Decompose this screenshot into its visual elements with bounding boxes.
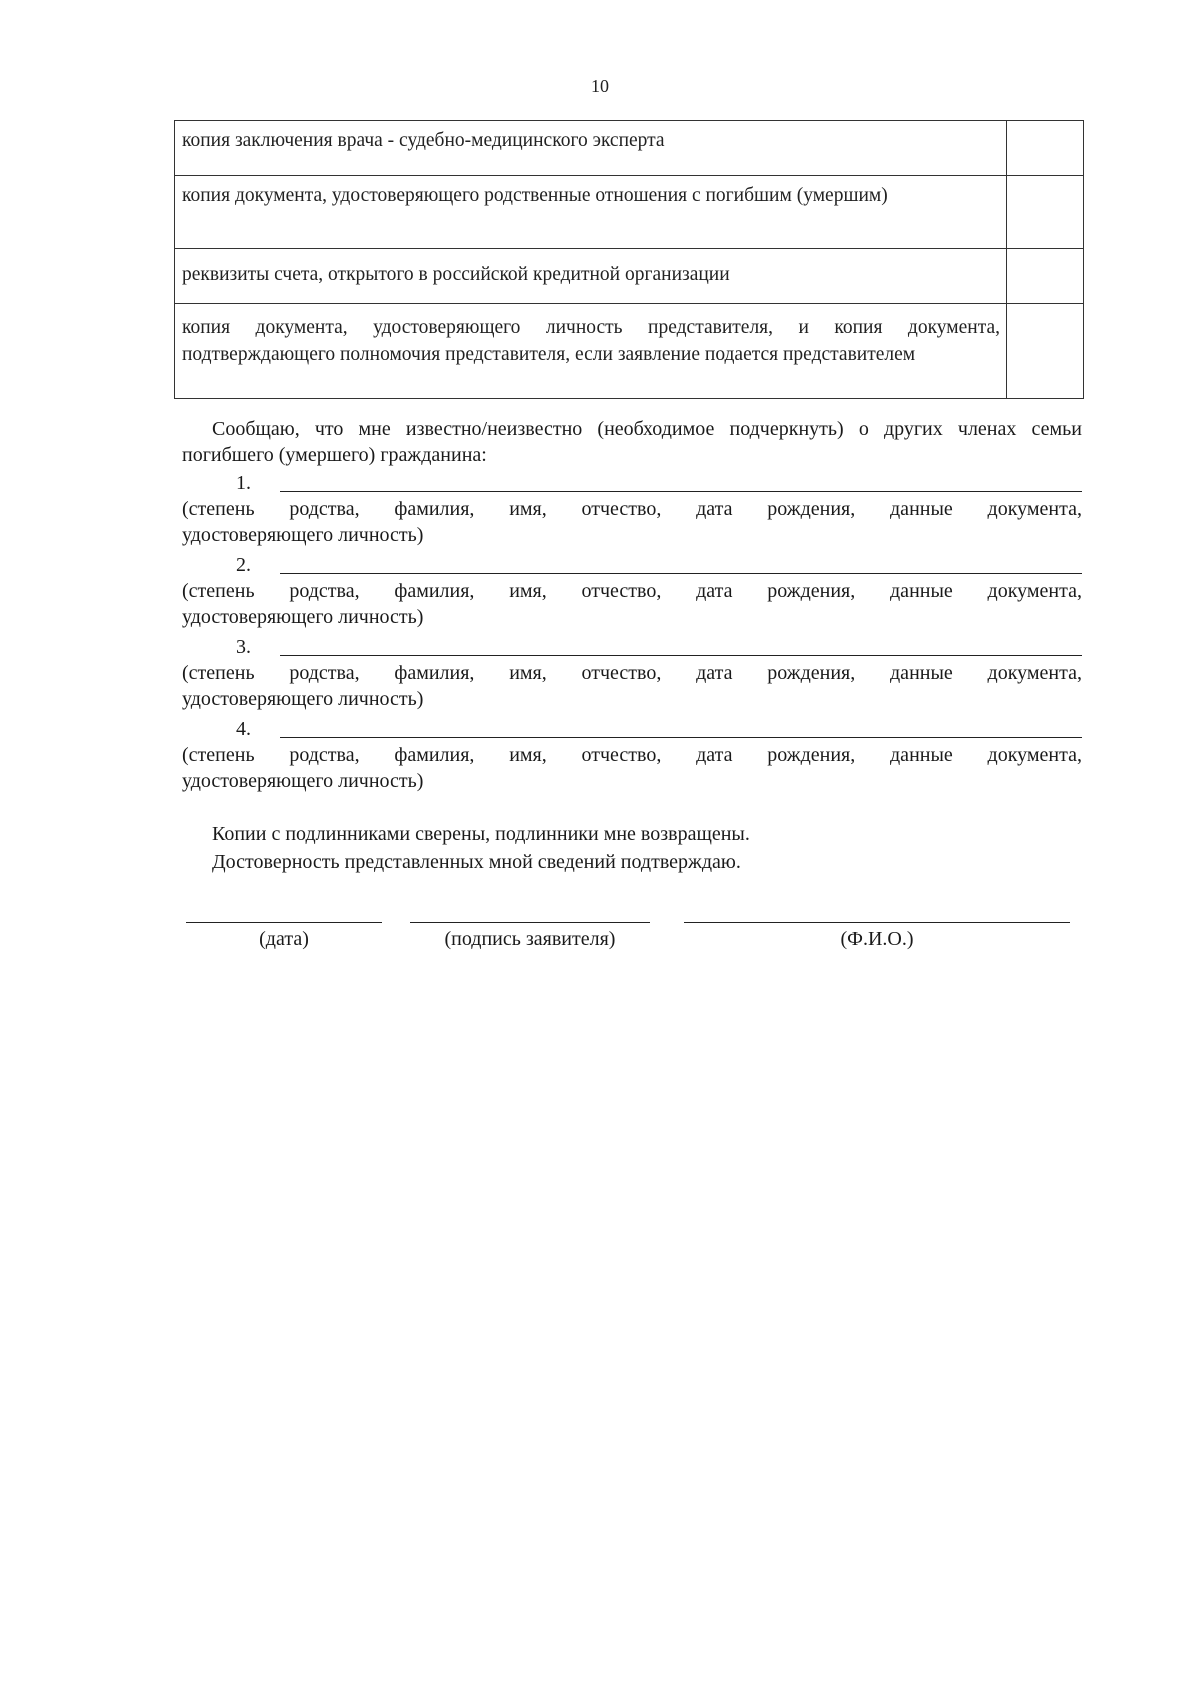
table-row [175,121,1084,176]
family-member-entry[interactable] [236,470,1082,496]
accuracy-confirmation-statement: Достоверность представленных мной сведений подтверждаю. [212,851,741,873]
date-field-line[interactable] [186,922,382,923]
table-row [175,304,1084,399]
family-member-number: 4. [236,718,251,740]
name-field-line[interactable] [684,922,1070,923]
family-member-entry[interactable] [236,552,1082,578]
family-member-entry[interactable] [236,634,1082,660]
table-cell-checkmark[interactable] [1007,249,1084,304]
document-name: копия документа, удостоверяющего личность представителя, и копия документа, подтверждающего полномочия представителя, если заявление подается представителем [182,317,1000,365]
table-row [175,249,1084,304]
fill-in-line[interactable] [280,737,1082,738]
family-member-hint [182,660,1082,712]
document-name: реквизиты счета, открытого в российской кредитной организации [182,264,730,285]
fill-in-line[interactable] [280,573,1082,574]
hint-line: (степень родства, фамилия, имя, отчество, дата рождения, данные документа, [182,662,1082,684]
signature-label: (подпись заявителя) [444,928,616,950]
signature-field-line[interactable] [410,922,650,923]
family-member-number: 1. [236,472,251,494]
table-cell-checkmark[interactable] [1007,176,1084,249]
copies-verified-statement: Копии с подлинниками сверены, подлинники мне возвращены. [212,823,750,845]
hint-line: удостоверяющего личность) [182,524,424,546]
family-statement-intro: Сообщаю, что мне известно/неизвестно (необходимое подчеркнуть) о других членах семьи погибшего (умершего) гражданина: [182,418,1082,466]
family-member-number: 3. [236,636,251,658]
documents-table [174,120,1084,399]
full-name-label: (Ф.И.О.) [840,928,914,950]
hint-line: (степень родства, фамилия, имя, отчество, дата рождения, данные документа, [182,744,1082,766]
hint-line: удостоверяющего личность) [182,770,424,792]
table-cell-checkmark[interactable] [1007,304,1084,399]
table-cell-document [175,304,1007,399]
hint-line: (степень родства, фамилия, имя, отчество, дата рождения, данные документа, [182,498,1082,520]
table-row [175,176,1084,249]
fill-in-line[interactable] [280,491,1082,492]
date-label: (дата) [259,928,309,950]
table-cell-document [175,249,1007,304]
table-cell-document [175,121,1007,176]
family-member-hint [182,742,1082,794]
table-cell-document [175,176,1007,249]
family-member-number: 2. [236,554,251,576]
hint-line: удостоверяющего личность) [182,606,424,628]
hint-line: (степень родства, фамилия, имя, отчество, дата рождения, данные документа, [182,580,1082,602]
table-cell-checkmark[interactable] [1007,121,1084,176]
family-member-entry[interactable] [236,716,1082,742]
fill-in-line[interactable] [280,655,1082,656]
document-name: копия документа, удостоверяющего родственные отношения с погибшим (умершим) [182,185,888,206]
document-name: копия заключения врача - судебно-медицинского эксперта [182,130,665,151]
family-member-hint [182,496,1082,548]
hint-line: удостоверяющего личность) [182,688,424,710]
family-member-hint [182,578,1082,630]
page-number: 10 [591,76,609,96]
